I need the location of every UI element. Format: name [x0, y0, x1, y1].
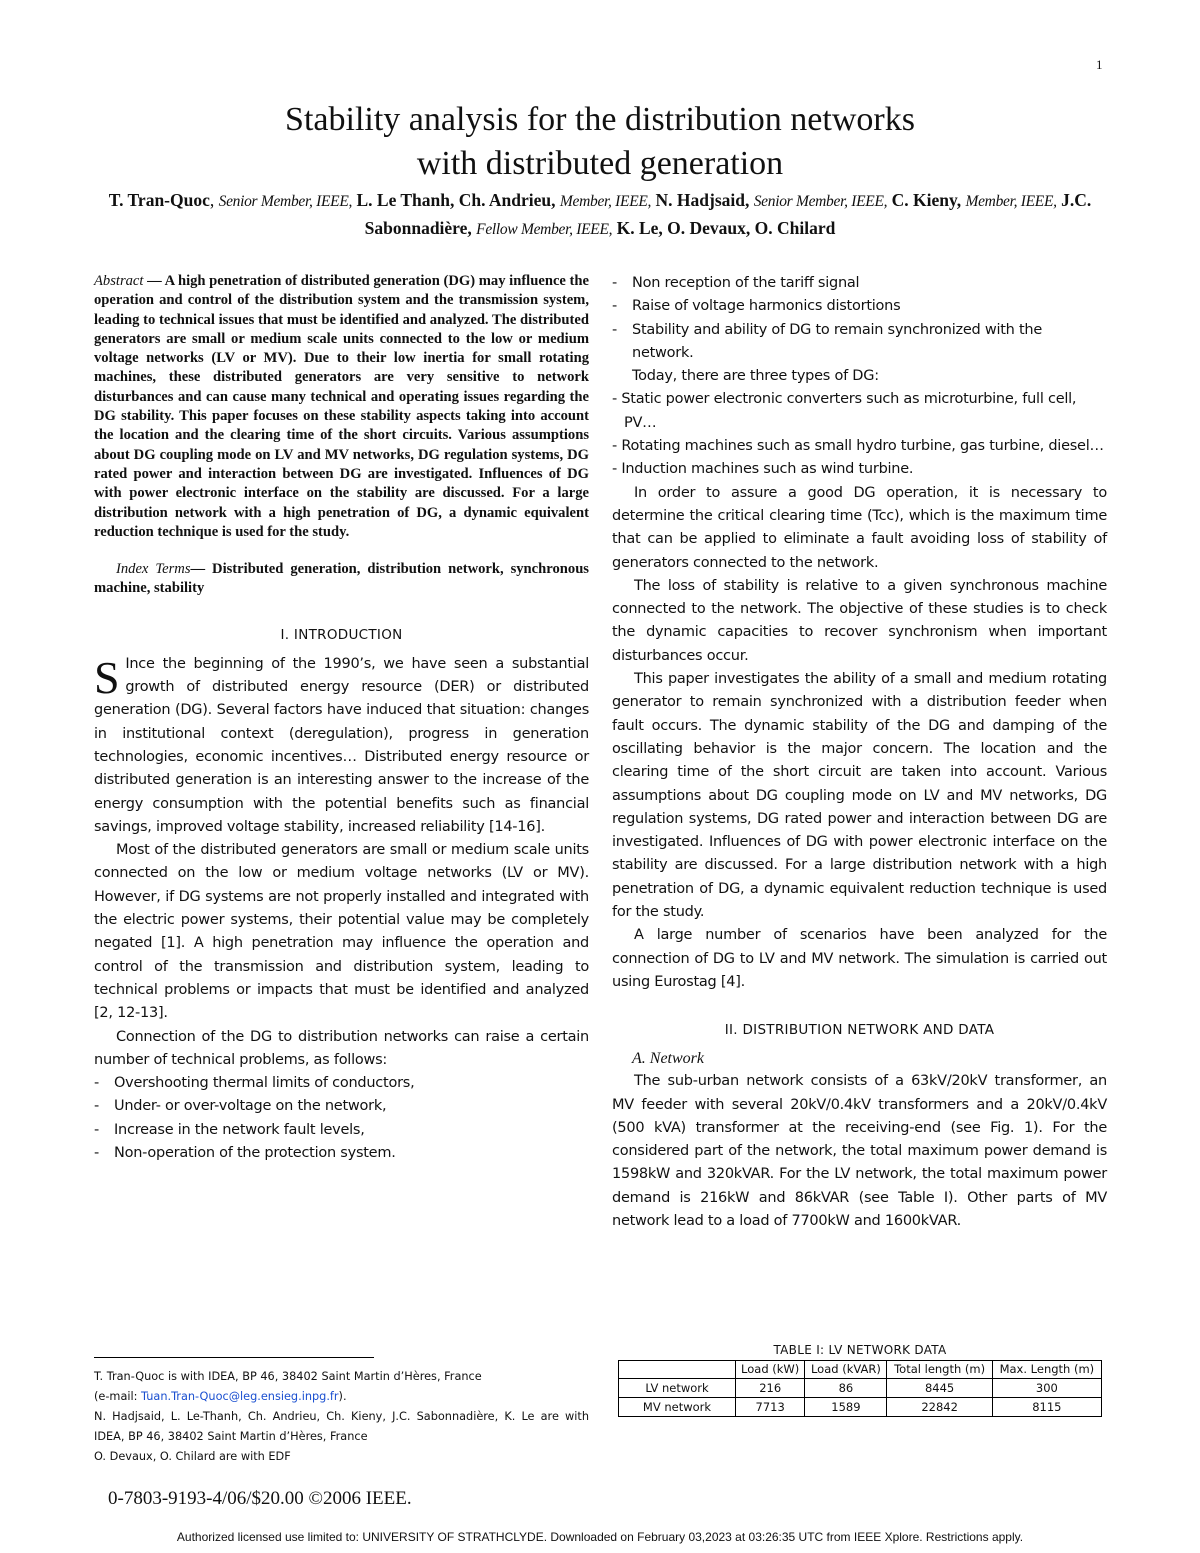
- license-notice: Authorized licensed use limited to: UNIVERSITY OF STRATHCLYDE. Downloaded on February 03,2023 at 03:26:35 UTC from IEEE Xplore. Restrictions apply.: [176, 1530, 1024, 1544]
- copyright-notice: 0-7803-9193-4/06/$20.00 ©2006 IEEE.: [108, 1488, 412, 1509]
- author-role: Member, IEEE,: [965, 193, 1057, 210]
- intro-paragraph-6: This paper investigates the ability of a small and medium rotating generator to remain synchronized with a distribution feeder when fault occurs. The dynamic stability of the DG and damping of the oscillating behavior is the major concern. The location and the clearing time of the short circuit are taken into account. Various assumptions about DG coupling mode on LV and MV networks, DG regulation systems, DG rated power and interaction between DG are investigated. Influences of DG with power electronic interface on the stability are discussed. For a large distribution network with a high penetration of DG, a dynamic equivalent reduction technique is used for the study.: [612, 671, 1107, 921]
- list-item: - Stability and ability of DG to remain synchronized with the network.: [612, 321, 1043, 361]
- abstract-text: — A high penetration of distributed generation (DG) may influence the operation and control of the distribution system and the transmission system, leading to technical issues that must be identified and analyzed. The distributed generators are small or medium scale units connected to the low or medium voltage networks (LV or MV). Due to their low inertia for small rotating machines, these distributed generators are very sensitive to network disturbances and can cause many technical and operating issues regarding the DG stability. This paper focuses on these stability aspects taking into account the location and the clearing time of the short circuits. Various assumptions about DG coupling mode on LV and MV networks, DG regulation systems, DG rated power and interaction between DG are investigated. Influences of DG with power electronic interface on the stability are discussed. For a large distribution network with a high penetration of DG, a dynamic equivalent reduction technique is used for the study.: [94, 273, 589, 540]
- title-line-2: with distributed generation: [416, 145, 784, 182]
- list-item: - Under- or over-voltage on the network,: [94, 1098, 387, 1115]
- author-role: Senior Member, IEEE,: [753, 193, 888, 210]
- list-item: - Raise of voltage harmonics distortions: [612, 298, 901, 315]
- right-column: [612, 272, 1107, 1233]
- author-role: Member, IEEE,: [559, 193, 652, 210]
- page-number: 1: [1096, 57, 1103, 72]
- table-cell: LV network: [619, 1379, 736, 1398]
- table-caption: TABLE I: LV NETWORK DATA: [773, 1343, 947, 1357]
- dg-types-intro: Today, there are three types of DG:: [632, 368, 879, 385]
- footnotes: [94, 1367, 589, 1467]
- footnote: O. Devaux, O. Chilard are with EDF: [94, 1450, 291, 1463]
- column-header: Load (kVAR): [805, 1361, 887, 1379]
- author-name: T. Tran-Quoc: [108, 190, 210, 210]
- footnote: T. Tran-Quoc is with IDEA, BP 46, 38402 Saint Martin d’Hères, France: [94, 1370, 482, 1383]
- table-cell: 8445: [887, 1379, 992, 1398]
- title-line-1: Stability analysis for the distribution networks: [285, 101, 915, 138]
- intro-paragraph-2: Most of the distributed generators are small or medium scale units connected on the low or medium voltage networks (LV or MV). However, if DG systems are not properly installed and integrated with the electric power systems, their potential value may be completely negated [1]. A high penetration may influence the operation and control of the transmission and distribution system, leading to technical problems or impacts that must be identified and analyzed [2, 12-13].: [94, 842, 589, 1022]
- list-item: - Induction machines such as wind turbine.: [612, 461, 914, 478]
- table-cell: 1589: [805, 1398, 887, 1417]
- intro-paragraph-5: The loss of stability is relative to a given synchronous machine connected to the network. The objective of these studies is to check the dynamic capacities to recover synchronism when important disturbances occur.: [612, 577, 1107, 664]
- intro-paragraph-3: Connection of the DG to distribution networks can raise a certain number of technical problems, as follows:: [94, 1028, 589, 1068]
- table-row: [619, 1379, 1102, 1398]
- table-cell: 86: [805, 1379, 887, 1398]
- index-terms-text: — Distributed generation, distribution network, synchronous machine, stability: [94, 561, 589, 597]
- list-item: - Increase in the network fault levels,: [94, 1121, 365, 1138]
- table-cell: 216: [736, 1379, 805, 1398]
- abstract: [94, 272, 589, 542]
- author-name: L. Le Thanh, Ch. Andrieu,: [356, 190, 556, 210]
- lv-network-table: [618, 1360, 1102, 1417]
- column-header: Load (kW): [736, 1361, 805, 1379]
- intro-paragraph-1: S Ince the beginning of the 1990’s, we have seen a substantial growth of distributed energy resource (DER) or distributed generation (DG). Several factors have induced that situation: changes in institutional context (deregulation), progress in generation technologies, economic incentives… Distributed energy resource or distributed generation is an interesting answer to the increase of the energy consumption with the potential benefits such as financial savings, improved voltage stability, increased reliability [14-16].: [94, 651, 589, 835]
- table-cell: 300: [992, 1379, 1101, 1398]
- footnote: (e-mail: Tuan.Tran-Quoc@leg.ensieg.inpg.fr).: [94, 1390, 347, 1403]
- footnote-divider: [94, 1357, 374, 1358]
- table-cell: 8115: [992, 1398, 1101, 1417]
- list-item: - Rotating machines such as small hydro turbine, gas turbine, diesel…: [612, 438, 1104, 455]
- table-cell: MV network: [619, 1398, 736, 1417]
- footnote: N. Hadjsaid, L. Le-Thanh, Ch. Andrieu, Ch. Kieny, J.C. Sabonnadière, K. Le are with IDEA, BP 46, 38402 Saint Martin d’Hères, France: [94, 1410, 589, 1443]
- section-heading-network: II. DISTRIBUTION NETWORK AND DATA: [724, 1022, 995, 1039]
- section-heading-introduction: I. INTRODUCTION: [280, 626, 403, 643]
- author-role: Senior Member, IEEE,: [218, 193, 353, 210]
- list-item: - Static power electronic converters such as microturbine, full cell, PV…: [612, 391, 1077, 431]
- subsection-heading: A. Network: [632, 1050, 704, 1068]
- table-cell: 22842: [887, 1398, 992, 1417]
- column-header: Total length (m): [887, 1361, 992, 1379]
- network-paragraph: The sub-urban network consists of a 63kV/20kV transformer, an MV feeder with several 20kV/0.4kV transformers and a 20kV/0.4kV (500 kVA) transformer at the receiving-end (see Fig. 1). For the considered part of the network, the total maximum power demand is 1598kW and 320kVAR. For the LV network, the total maximum power demand is 216kW and 86kVAR (see Table I). Other parts of MV network lead to a load of 7700kW and 1600kVAR.: [612, 1073, 1107, 1229]
- table-row: [619, 1398, 1102, 1417]
- column-header: Max. Length (m): [992, 1361, 1101, 1379]
- author-role: Fellow Member, IEEE,: [476, 221, 613, 238]
- list-item: - Overshooting thermal limits of conductors,: [94, 1075, 415, 1092]
- table-cell: 7713: [736, 1398, 805, 1417]
- abstract-label: Abstract: [94, 273, 144, 289]
- author-name: K. Le, O. Devaux, O. Chilard: [616, 218, 836, 238]
- list-item: - Non-operation of the protection system.: [94, 1144, 396, 1161]
- table-header-row: [619, 1361, 1102, 1379]
- index-terms-label: Index Terms: [116, 561, 191, 578]
- author-list: T. Tran-Quoc, Senior Member, IEEE, L. Le Thanh, Ch. Andrieu, Member, IEEE, N. Hadjsaid, Senior Member, IEEE, C. Kieny, Member, IEEE, J.C. Sabonnadière, Fellow Member, IEEE, K. Le, O. Devaux, O. Chilard: [108, 190, 1092, 238]
- email-link[interactable]: Tuan.Tran-Quoc@leg.ensieg.inpg.fr: [141, 1390, 339, 1403]
- paper-title: [0, 98, 1200, 186]
- intro-paragraph-7: A large number of scenarios have been analyzed for the connection of DG to LV and MV network. The simulation is carried out using Eurostag [4].: [612, 927, 1107, 990]
- author-name: C. Kieny,: [891, 190, 962, 210]
- list-item: - Non reception of the tariff signal: [612, 275, 860, 291]
- index-terms: [94, 560, 589, 599]
- author-name: N. Hadjsaid,: [655, 190, 750, 210]
- left-column: [94, 272, 589, 1165]
- intro-paragraph-4: In order to assure a good DG operation, it is necessary to determine the critical clearing time (Tcc), which is the maximum time that can be applied to eliminate a fault avoiding loss of stability of generators connected to the network.: [612, 484, 1107, 571]
- column-header: [619, 1361, 736, 1379]
- author-name: J.C. Sabonnadière,: [364, 190, 1092, 238]
- drop-cap: S: [94, 651, 120, 703]
